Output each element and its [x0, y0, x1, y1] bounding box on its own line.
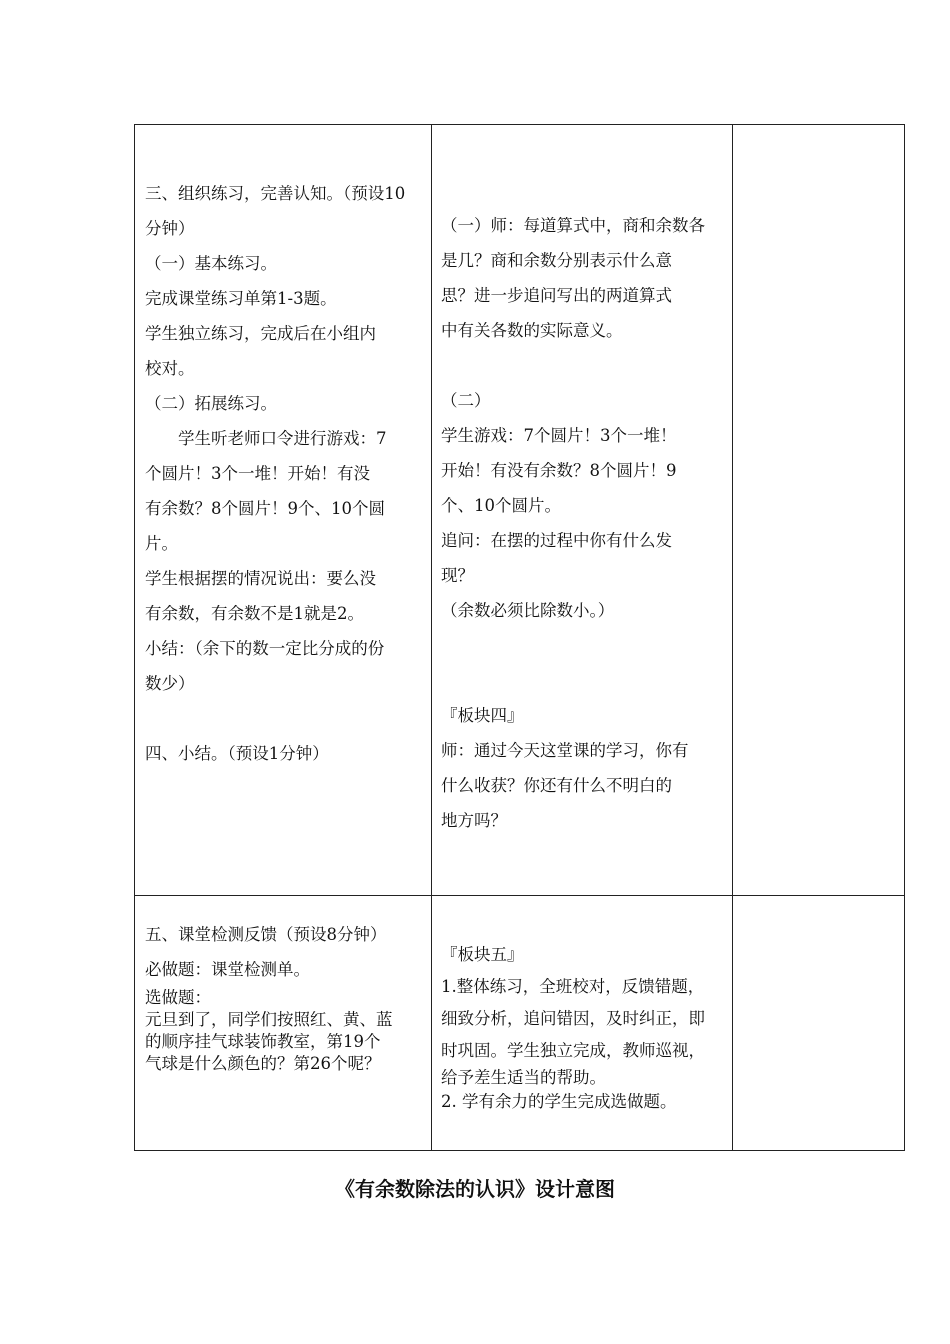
text-line: 师：通过今天这堂课的学习，你有	[441, 741, 689, 760]
text-line: 思？进一步追问写出的两道算式	[441, 286, 672, 305]
row2-activity-cell-bottom	[145, 987, 393, 1075]
text-line: 给予差生适当的帮助。	[441, 1068, 606, 1087]
text-line: 学生游戏：7个圆片！3个一堆！	[441, 426, 677, 445]
text-line	[145, 701, 405, 736]
text-line	[441, 628, 705, 663]
text-line	[441, 663, 705, 698]
text-line: 『板块四』	[441, 706, 524, 725]
text-line: 『板块五』	[441, 945, 524, 964]
text-line: 地方吗？	[441, 811, 507, 830]
row-divider	[135, 895, 904, 896]
text-line: 校对。	[145, 359, 195, 378]
text-line: 数少）	[145, 674, 195, 693]
text-line: 三、组织练习，完善认知。（预设10	[145, 184, 406, 203]
text-line: （二）拓展练习。	[145, 394, 277, 413]
footer-title: 《有余数除法的认识》设计意图	[335, 1177, 615, 1201]
row1-design-cell	[441, 208, 705, 838]
text-line: 中有关各数的实际意义。	[441, 321, 623, 340]
text-line: （一）基本练习。	[145, 254, 277, 273]
text-line	[441, 348, 705, 383]
text-line: 个、10个圆片。	[441, 496, 561, 515]
text-line: 四、小结。（预设1分钟）	[145, 744, 329, 763]
text-line: 开始！有没有余数？8个圆片！9	[441, 461, 677, 480]
column-divider	[732, 125, 733, 1150]
text-line: 分钟）	[145, 219, 195, 238]
text-line: （一）师：每道算式中，商和余数各	[441, 216, 705, 235]
column-divider	[431, 125, 432, 1150]
text-line: 学生听老师口令进行游戏：7	[145, 429, 387, 448]
text-line: 片。	[145, 534, 178, 553]
text-line: 现？	[441, 566, 474, 585]
text-line: 追问：在摆的过程中你有什么发	[441, 531, 672, 550]
text-line: 2. 学有余力的学生完成选做题。	[441, 1092, 677, 1111]
text-line: 1.整体练习，全班校对，反馈错题，	[441, 977, 705, 996]
text-line: 必做题：课堂检测单。	[145, 960, 310, 979]
text-line: 小结：（余下的数一定比分成的份	[145, 639, 385, 658]
text-line: 气球是什么颜色的？第26个呢？	[145, 1054, 381, 1073]
text-line: 学生根据摆的情况说出：要么没	[145, 569, 376, 588]
text-line: 有余数，有余数不是1就是2。	[145, 604, 364, 623]
text-line: 时巩固。学生独立完成，教师巡视，	[441, 1041, 705, 1060]
row2-activity-cell-top	[145, 917, 387, 987]
text-line: 有余数？8个圆片！9个、10个圆	[145, 499, 385, 518]
text-line: 细致分析，追问错因，及时纠正，即	[441, 1009, 705, 1028]
text-line: 个圆片！3个一堆！开始！有没	[145, 464, 370, 483]
text-line: 完成课堂练习单第1-3题。	[145, 289, 337, 308]
text-line: 学生独立练习，完成后在小组内	[145, 324, 376, 343]
row2-design-cell	[441, 939, 705, 1115]
text-line: 的顺序挂气球装饰教室，第19个	[145, 1032, 381, 1051]
text-line: 选做题：	[145, 988, 211, 1007]
text-line: （余数必须比除数小。）	[441, 601, 615, 620]
text-line: 五、课堂检测反馈（预设8分钟）	[145, 925, 387, 944]
text-line: 什么收获？你还有什么不明白的	[441, 776, 672, 795]
row1-activity-cell	[145, 176, 405, 771]
text-line: （二）	[441, 391, 491, 410]
text-line: 元旦到了，同学们按照红、黄、蓝	[145, 1010, 393, 1029]
text-line: 是几？商和余数分别表示什么意	[441, 251, 672, 270]
